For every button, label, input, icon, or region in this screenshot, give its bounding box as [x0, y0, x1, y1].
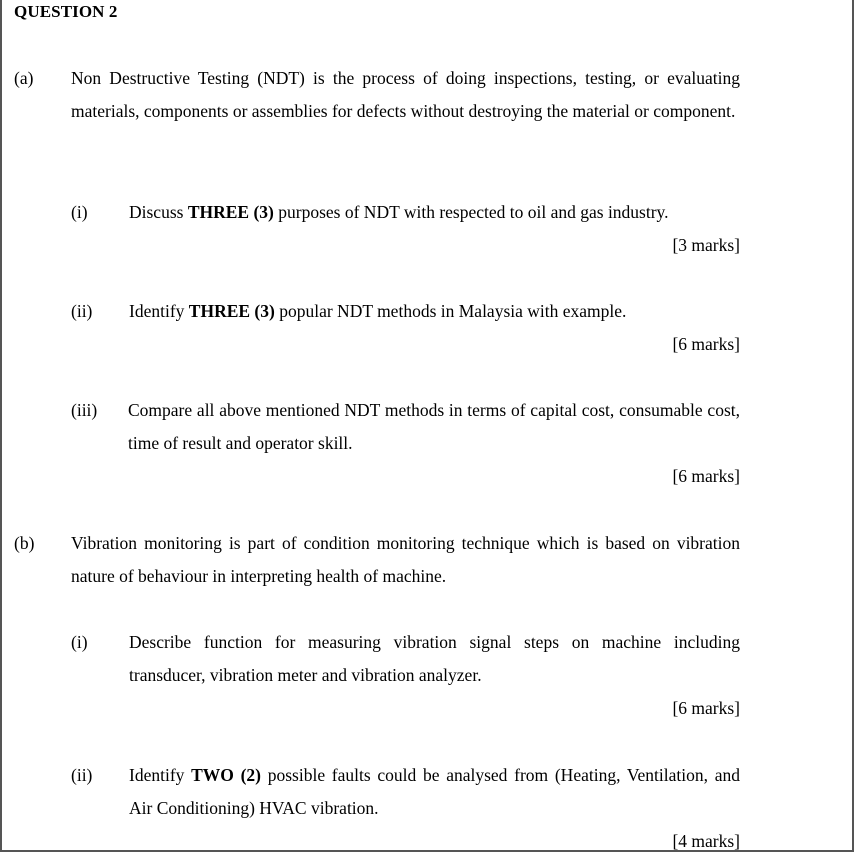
question-title: QUESTION 2	[14, 2, 118, 21]
part-a-item-3-marks: [6 marks]	[672, 466, 740, 486]
part-a-item-2-marks: [6 marks]	[672, 334, 740, 354]
part-b-item-2-marks: [4 marks]	[672, 831, 740, 851]
part-a-label: (a)	[14, 68, 34, 88]
part-b-item-2-text: Identify TWO (2) possible faults could be analysed from (Heating, Ventilation, and Air Conditioning) HVAC vibration.	[129, 765, 740, 818]
part-b-item-2-bold: TWO (2)	[191, 765, 262, 785]
part-a-item-1-label: (i)	[71, 202, 88, 222]
part-b-text: Vibration monitoring is part of condition monitoring technique which is based on vibration nature of behaviour in interpreting health of machine.	[71, 533, 740, 586]
part-a-text: Non Destructive Testing (NDT) is the process of doing inspections, testing, or evaluating materials, components or assemblies for defects without destroying the material or component.	[71, 68, 740, 121]
part-b-item-1-label: (i)	[71, 632, 88, 652]
part-a-item-3-label: (iii)	[71, 400, 98, 420]
part-a-item-1-bold: THREE (3)	[187, 202, 274, 222]
part-b-label: (b)	[14, 533, 35, 553]
part-a-item-1-marks: [3 marks]	[672, 235, 740, 255]
part-b-item-1-marks: [6 marks]	[672, 698, 740, 718]
part-b-item-2-label: (ii)	[71, 765, 93, 785]
part-a-item-2-text: Identify THREE (3) popular NDT methods in Malaysia with example.	[129, 301, 627, 321]
part-a-item-2-label: (ii)	[71, 301, 93, 321]
part-a-item-3-text: Compare all above mentioned NDT methods in terms of capital cost, consumable cost, time of result and operator skill.	[128, 400, 740, 453]
part-a-item-2-bold: THREE (3)	[188, 301, 275, 321]
part-b-item-1-text: Describe function for measuring vibration signal steps on machine including transducer, vibration meter and vibration analyzer.	[129, 632, 740, 685]
part-a-item-1-text: Discuss THREE (3) purposes of NDT with respected to oil and gas industry.	[129, 202, 669, 222]
